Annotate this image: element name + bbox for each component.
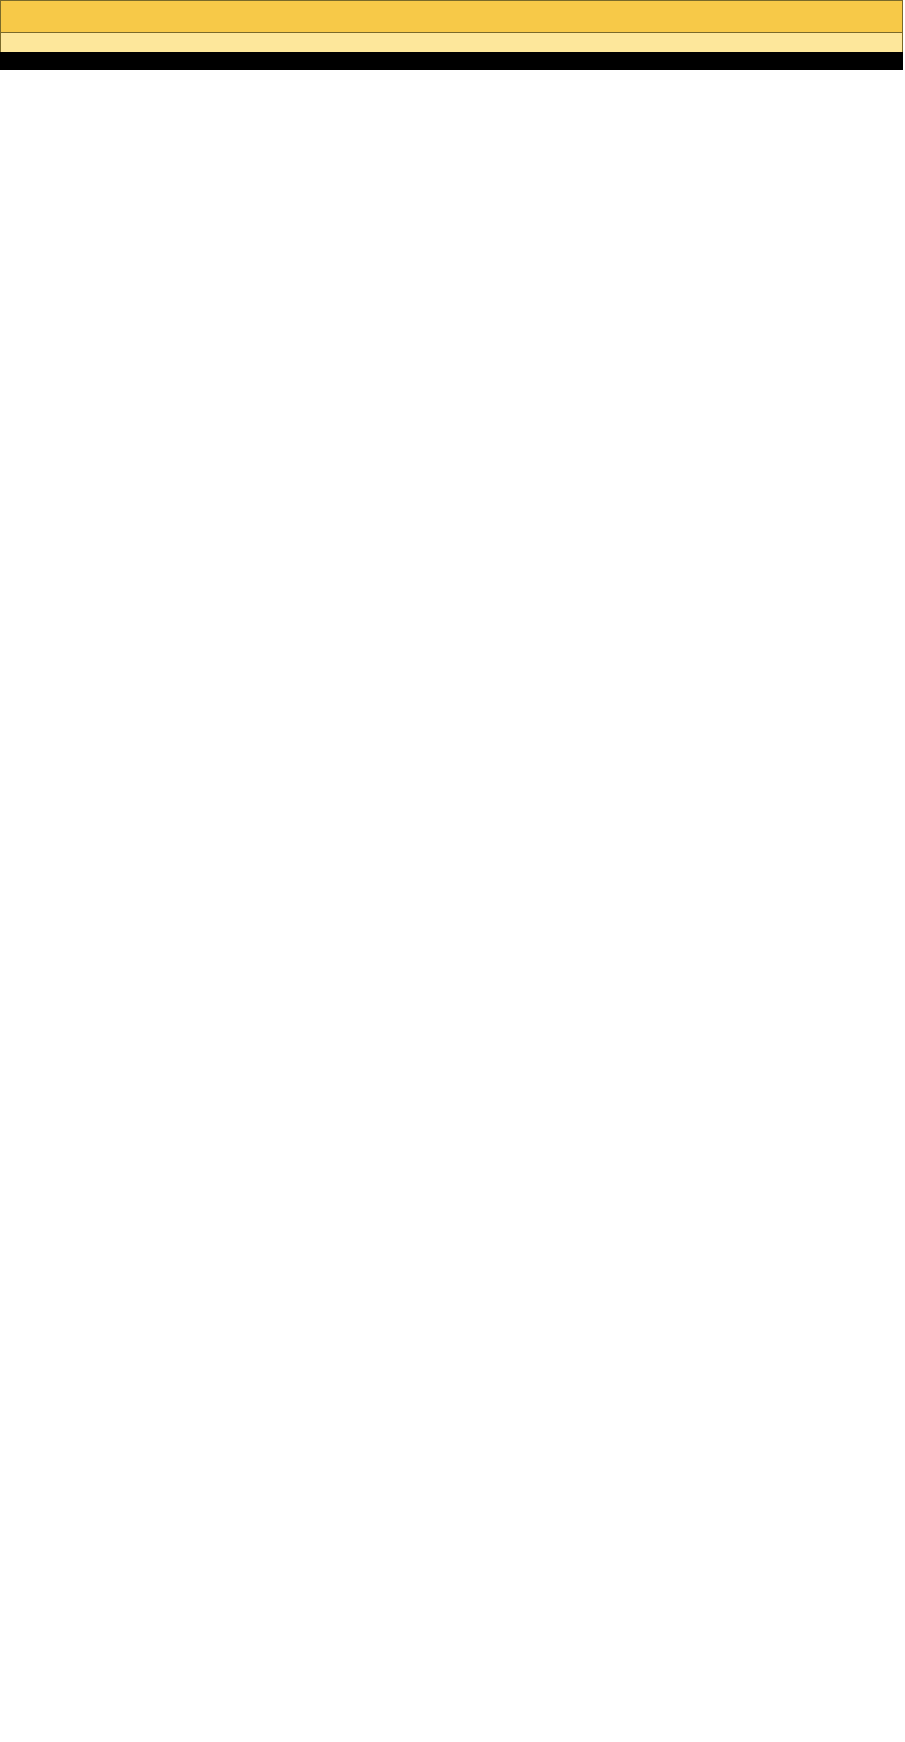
sheet-title bbox=[0, 0, 903, 33]
header-row bbox=[0, 52, 903, 70]
sheet-note bbox=[0, 33, 903, 52]
